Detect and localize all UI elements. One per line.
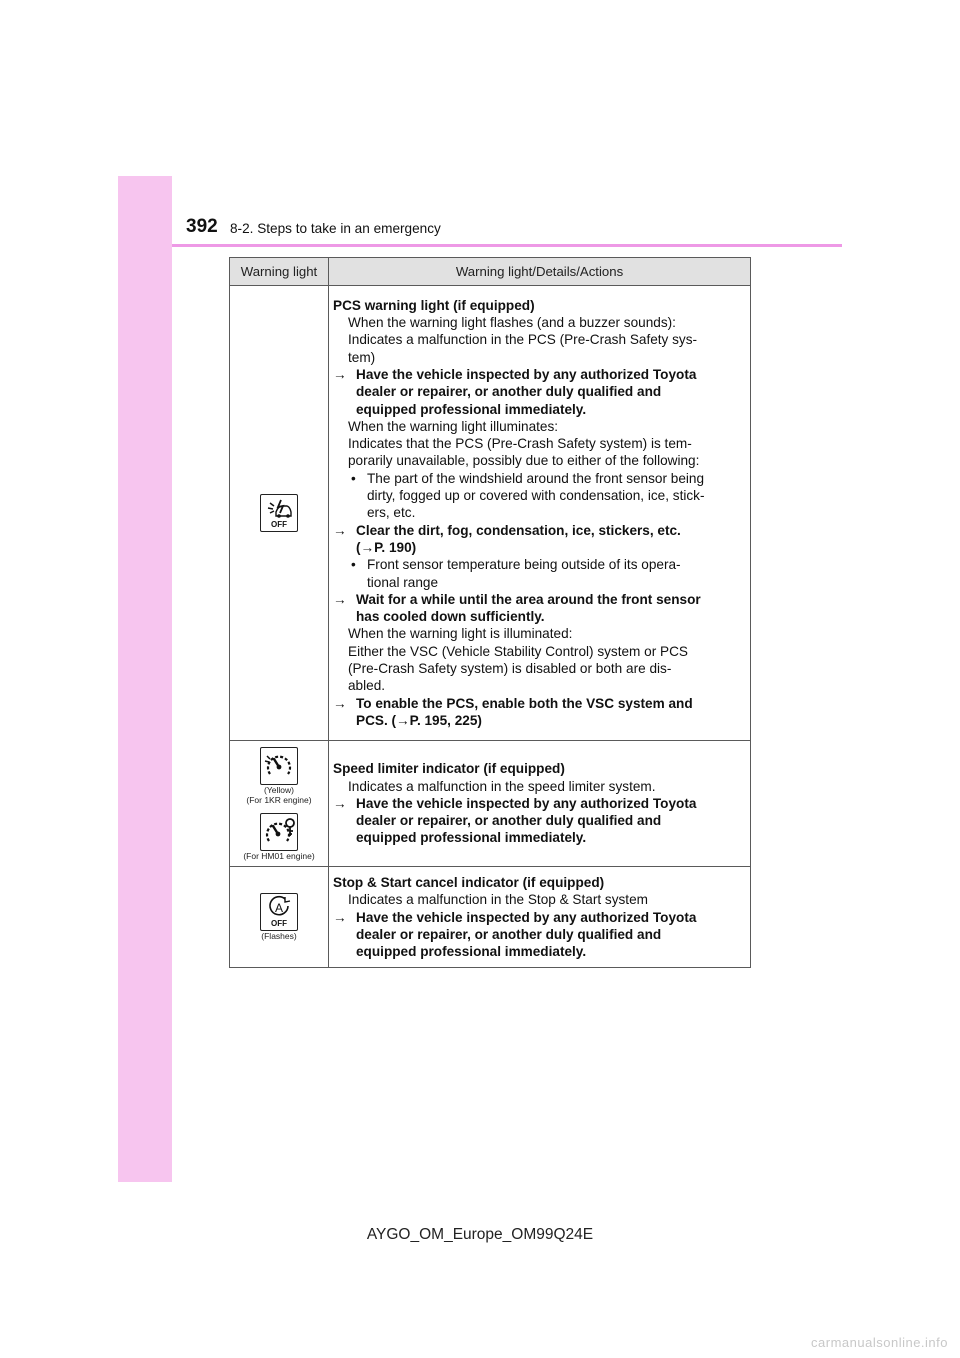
detail-line: Indicates a malfunction in the speed limiter system.	[348, 778, 656, 794]
stop-start-off-icon	[260, 893, 298, 931]
row-title: Stop & Start cancel indicator (if equipped)	[333, 875, 605, 890]
detail-line: When the warning light is illuminated:	[348, 626, 573, 642]
bullet-glyph: •	[351, 557, 356, 573]
bullet-line: ers, etc.	[367, 505, 416, 521]
action-line: → Wait for a while until the area around the front sensor	[333, 591, 701, 607]
action-line: → Clear the dirt, fog, condensation, ice, stickers, etc.	[333, 522, 681, 538]
detail-line: When the warning light flashes (and a buzzer sounds):	[348, 315, 676, 331]
action-line: → Have the vehicle inspected by any authorized Toyota	[333, 366, 697, 382]
action-line: → To enable the PCS, enable both the VSC system and	[333, 695, 693, 711]
page-reference[interactable]: PCS. (→P. 195, 225)	[356, 712, 482, 728]
row-title: PCS warning light (if equipped)	[333, 297, 535, 313]
action-line: dealer or repairer, or another duly qualified and	[356, 384, 662, 400]
table-header-row	[230, 258, 751, 286]
table-row	[230, 867, 751, 968]
detail-line: Indicates that the PCS (Pre-Crash Safety system) is tem-	[348, 436, 692, 452]
bullet-line: dirty, fogged up or covered with condensation, ice, stick-	[367, 488, 705, 504]
arrow-glyph: →	[333, 909, 347, 925]
detail-line: When the warning light illuminates:	[348, 418, 559, 434]
bullet-line: • Front sensor temperature being outside of its opera-	[351, 557, 681, 573]
icon-cell	[230, 286, 329, 741]
arrow-glyph: →	[333, 795, 347, 811]
action-line: equipped professional immediately.	[356, 944, 587, 960]
detail-line: Indicates a malfunction in the Stop & Start system	[348, 892, 648, 908]
watermark: carmanualsonline.info	[811, 1335, 948, 1350]
section-title: 8-2. Steps to take in an emergency	[230, 221, 441, 236]
detail-line: Either the VSC (Vehicle Stability Control) system or PCS	[348, 643, 688, 659]
warning-light-table	[229, 257, 751, 968]
table-row	[230, 286, 751, 741]
details-cell	[329, 286, 751, 741]
header-rule	[172, 244, 842, 247]
detail-line: porarily unavailable, possibly due to either of the following:	[348, 453, 700, 469]
detail-line: abled.	[348, 678, 386, 694]
action-line: equipped professional immediately.	[356, 830, 587, 846]
icon-caption: (Yellow)	[264, 784, 294, 795]
details-cell	[329, 741, 751, 867]
detail-line: Indicates a malfunction in the PCS (Pre-Crash Safety sys-	[348, 332, 698, 348]
column-header-warning-light: Warning light	[230, 258, 329, 286]
action-line: → Have the vehicle inspected by any authorized Toyota	[333, 909, 697, 925]
table-row	[230, 741, 751, 867]
arrow-glyph: →	[333, 366, 347, 382]
chapter-side-bar	[118, 176, 172, 1182]
bullet-glyph: •	[351, 470, 356, 486]
detail-line: tem)	[348, 349, 376, 365]
pcs-warning-off-icon	[260, 494, 298, 532]
icon-cell	[230, 867, 329, 968]
page-reference[interactable]: (→P. 190)	[356, 539, 417, 555]
column-header-details: Warning light/Details/Actions	[329, 258, 751, 286]
action-line: → Have the vehicle inspected by any authorized Toyota	[333, 795, 697, 811]
icon-cell	[230, 741, 329, 867]
arrow-glyph: →	[333, 591, 347, 607]
icon-caption: (Flashes)	[261, 931, 297, 942]
row-title: Speed limiter indicator (if equipped)	[333, 761, 565, 777]
page-number: 392	[186, 216, 218, 237]
stop-start-letter: A	[274, 901, 284, 916]
action-line: dealer or repairer, or another duly qualified and	[356, 926, 662, 942]
arrow-glyph: →	[333, 522, 347, 538]
details-cell	[329, 867, 751, 968]
off-label: OFF	[271, 919, 287, 929]
arrow-glyph: →	[333, 695, 347, 711]
action-line: has cooled down sufficiently.	[356, 609, 545, 625]
document-id: AYGO_OM_Europe_OM99Q24E	[366, 1226, 594, 1243]
icon-caption: (For 1KR engine)	[246, 794, 312, 805]
bullet-line: tional range	[367, 574, 439, 590]
detail-line: (Pre-Crash Safety system) is disabled or both are dis-	[348, 661, 672, 677]
icon-caption: (For HM01 engine)	[243, 850, 315, 861]
speed-limiter-icon	[260, 747, 298, 785]
off-label: OFF	[271, 520, 287, 529]
action-line: equipped professional immediately.	[356, 401, 587, 417]
speed-limiter-hm01-icon	[260, 813, 298, 851]
bullet-line: • The part of the windshield around the front sensor being	[351, 470, 705, 486]
action-line: dealer or repairer, or another duly qualified and	[356, 813, 662, 829]
